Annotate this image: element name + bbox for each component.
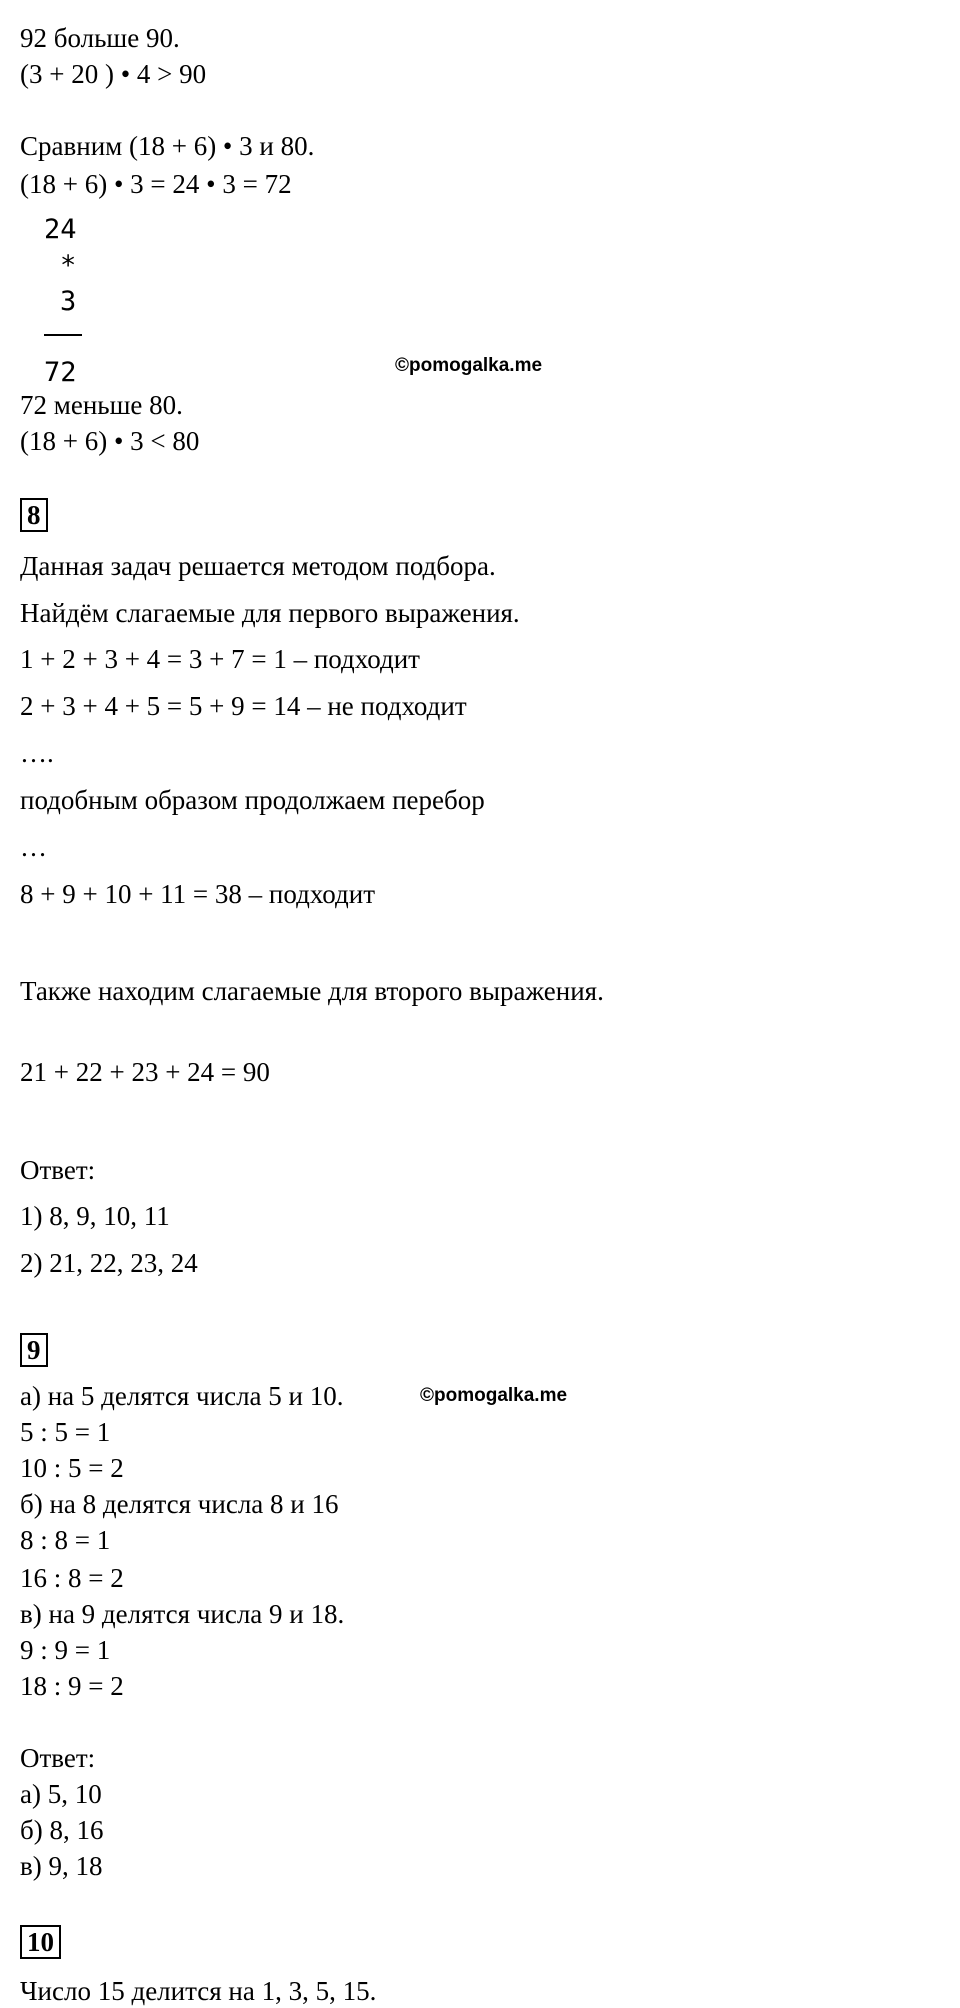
column-multiplicand: 24 bbox=[44, 214, 77, 245]
column-multiplier: 3 bbox=[60, 286, 77, 317]
text-line: 5 : 5 = 1 bbox=[20, 1417, 111, 1447]
text-line: б) 8, 16 bbox=[20, 1815, 104, 1845]
text-line: а) на 5 делятся числа 5 и 10. bbox=[20, 1381, 344, 1411]
text-line: в) 9, 18 bbox=[20, 1851, 103, 1881]
text-line: (3 + 20 ) • 4 > 90 bbox=[20, 59, 207, 89]
text-line: 8 + 9 + 10 + 11 = 38 – подходит bbox=[20, 879, 375, 909]
watermark: ©pomogalka.me bbox=[395, 355, 543, 376]
text-line: Данная задач решается методом подбора. bbox=[20, 551, 496, 581]
text-line: 2 + 3 + 4 + 5 = 5 + 9 = 14 – не подходит bbox=[20, 691, 467, 721]
text-line: Число 15 делится на 1, 3, 5, 15. bbox=[20, 1976, 377, 2006]
text-line: подобным образом продолжаем перебор bbox=[20, 785, 485, 815]
text-line: 21 + 22 + 23 + 24 = 90 bbox=[20, 1057, 270, 1087]
task-number-8: 8 bbox=[20, 498, 48, 532]
column-multiply-sign: * bbox=[60, 250, 77, 281]
text-line: 1 + 2 + 3 + 4 = 3 + 7 = 1 – подходит bbox=[20, 644, 420, 674]
text-line: (18 + 6) • 3 = 24 • 3 = 72 bbox=[20, 169, 292, 199]
text-line: 2) 21, 22, 23, 24 bbox=[20, 1248, 198, 1278]
text-line: 8 : 8 = 1 bbox=[20, 1525, 111, 1555]
text-line: 1) 8, 9, 10, 11 bbox=[20, 1201, 170, 1231]
text-line: (18 + 6) • 3 < 80 bbox=[20, 426, 200, 456]
text-line: Ответ: bbox=[20, 1155, 96, 1185]
text-line: 92 больше 90. bbox=[20, 23, 180, 53]
text-line: 10 : 5 = 2 bbox=[20, 1453, 124, 1483]
column-rule bbox=[44, 334, 82, 336]
text-line: б) на 8 делятся числа 8 и 16 bbox=[20, 1489, 339, 1519]
text-line: 18 : 9 = 2 bbox=[20, 1671, 124, 1701]
watermark: ©pomogalka.me bbox=[420, 1385, 568, 1406]
task-number-10: 10 bbox=[20, 1925, 61, 1959]
task-number-9: 9 bbox=[20, 1333, 48, 1367]
text-line: Сравним (18 + 6) • 3 и 80. bbox=[20, 131, 315, 161]
column-result: 72 bbox=[44, 357, 77, 388]
text-line: Ответ: bbox=[20, 1743, 96, 1773]
text-line: 16 : 8 = 2 bbox=[20, 1563, 124, 1593]
text-line: Также находим слагаемые для второго выражения. bbox=[20, 976, 604, 1006]
text-line: …. bbox=[20, 738, 54, 768]
text-line: 9 : 9 = 1 bbox=[20, 1635, 111, 1665]
text-line: 72 меньше 80. bbox=[20, 390, 183, 420]
text-line: а) 5, 10 bbox=[20, 1779, 102, 1809]
text-line: Найдём слагаемые для первого выражения. bbox=[20, 598, 520, 628]
text-line: … bbox=[20, 832, 47, 862]
text-line: в) на 9 делятся числа 9 и 18. bbox=[20, 1599, 345, 1629]
